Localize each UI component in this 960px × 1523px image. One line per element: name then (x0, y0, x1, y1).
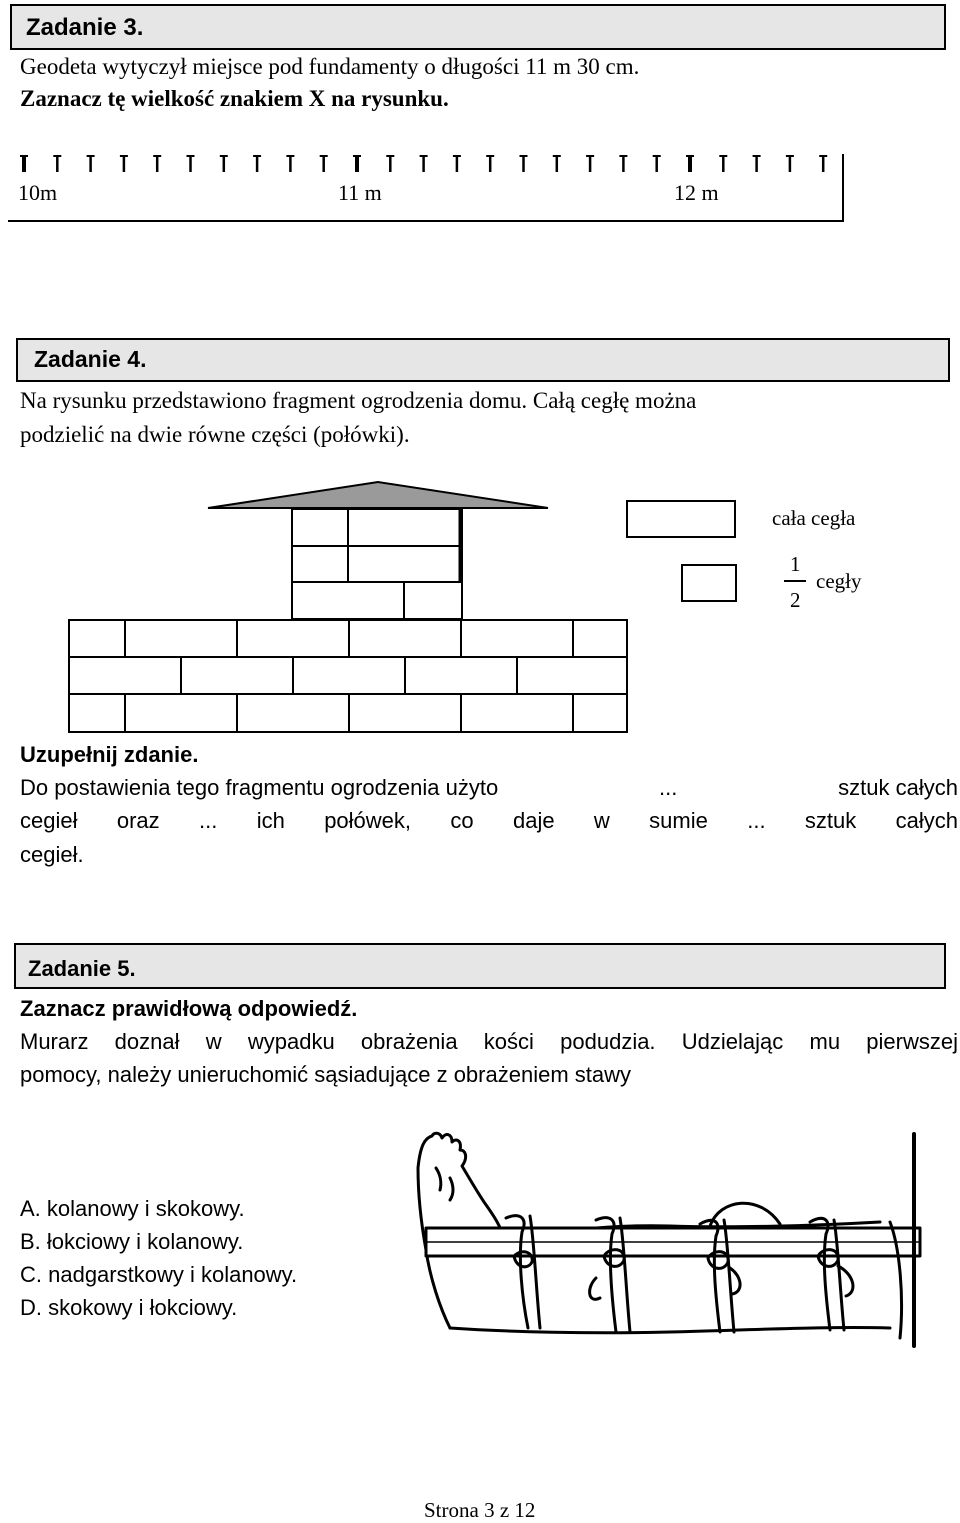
task4-text-line1: Na rysunku przedstawiono fragment ogrodzenia domu. Całą cegłę można (20, 388, 697, 413)
task4-header-bar (16, 338, 950, 382)
splinted-leg-illustration (410, 1128, 930, 1350)
blank-whole-bricks[interactable]: ... (659, 775, 678, 800)
task4-sentence-line1 (20, 775, 958, 801)
task5-text-line1: Murarz doznał w wypadku obrażenia kości podudzia. Udzielając mu pierwszej (20, 1029, 958, 1054)
task4-text-line2: podzielić na dwie równe części (połówki). (20, 422, 410, 447)
legend-fraction-bar (784, 580, 806, 582)
answer-option-d[interactable]: D. skokowy i łokciowy. (20, 1295, 238, 1320)
answer-option-a[interactable]: A. kolanowy i skokowy. (20, 1196, 245, 1221)
legend-half-label: cegły (816, 569, 862, 593)
legend-half-denominator: 2 (790, 588, 801, 612)
task3-text-line1: Geodeta wytyczył miejsce pod fundamenty o długości 11 m 30 cm. (20, 54, 640, 79)
legend-half-brick (681, 564, 737, 602)
answer-option-b[interactable]: B. łokciowy i kolanowy. (20, 1229, 244, 1254)
task4-sentence-line3: cegieł. (20, 842, 84, 867)
ruler-ticks (0, 150, 860, 180)
ruler-label-11m: 11 m (338, 180, 382, 205)
sentence-line1-end: sztuk całych (838, 775, 958, 800)
task3-header-bar (10, 4, 946, 50)
legend-whole-label: cała cegła (772, 506, 856, 530)
legend-whole-brick (626, 500, 736, 538)
task4-title: Zadanie 4. (34, 346, 147, 372)
task3-title: Zadanie 3. (26, 14, 144, 41)
task5-title: Zadanie 5. (28, 956, 136, 981)
sentence-line1-start: Do postawienia tego fragmentu ogrodzenia użyto (20, 775, 499, 800)
legend-half-numerator: 1 (790, 552, 801, 576)
fence-drawing (60, 476, 640, 738)
task4-instruction: Uzupełnij zdanie. (20, 742, 199, 767)
task5-header-bar (14, 943, 946, 989)
ruler-label-10m: 10m (18, 180, 58, 205)
task3-text-line2: Zaznacz tę wielkość znakiem X na rysunku. (20, 86, 449, 111)
answer-option-c[interactable]: C. nadgarstkowy i kolanowy. (20, 1262, 298, 1287)
task5-text-line2: pomocy, należy unieruchomić sąsiadujące z obrażeniem stawy (20, 1062, 631, 1087)
task4-sentence-line2[interactable]: cegieł oraz ... ich połówek, co daje w sumie ... sztuk całych (20, 808, 958, 833)
task5-instruction: Zaznacz prawidłową odpowiedź. (20, 996, 358, 1021)
page-number: Strona 3 z 12 (424, 1498, 536, 1522)
ruler-label-12m: 12 m (674, 180, 719, 205)
